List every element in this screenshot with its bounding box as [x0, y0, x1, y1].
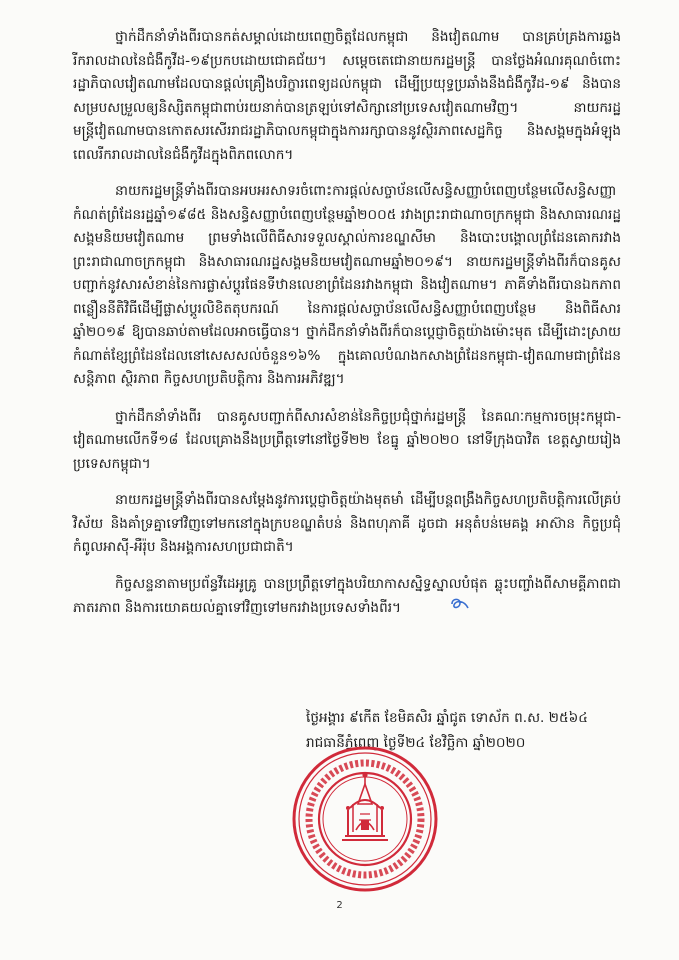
government-seal-icon: [290, 744, 440, 894]
lunar-date-line: ថ្ងៃអង្គារ ៩កើត ខែមិគសិរ ឆ្នាំជូត ទោស័ក ព.ស. ២៥៦៤: [306, 710, 588, 726]
paragraph-joint-commission: ថ្នាក់ដឹកនាំទាំងពីរ បានគូសបញ្ជាក់ពីសារសំខាន់នៃកិច្ចប្រជុំថ្នាក់រដ្ឋមន្ត្រី នៃគណៈកម្មការចម្រុះកម្ពុជា-វៀតណាមលើកទី១៨ ដែលគ្រោងនឹងប្រព្រឹត្តទៅនៅថ្ងៃទី២២ ខែធ្នូ ឆ្នាំ២០២០ នៅទីក្រុងបាវិត ខេត្តស្វាយរៀង ប្រទេសកម្ពុជា។: [73, 408, 621, 472]
page-number: 2: [336, 900, 343, 911]
paragraph-border-treaty: នាយករដ្ឋមន្ត្រីទាំងពីរបានអបអរសាទរចំពោះការផ្តល់សច្ចាប័នលើសន្ធិសញ្ញាបំពេញបន្ថែមលើសន្ធិសញ្ញាកំណត់ព្រំដែនរដ្ឋឆ្នាំ១៩៨៥ និងសន្ធិសញ្ញាបំពេញបន្ថែមឆ្នាំ២០០៥ រវាងព្រះរាជាណាចក្រកម្ពុជា និងសាធារណរដ្ឋសង្គមនិយមវៀតណាម ព្រមទាំងលើពិធីសារទទួលស្គាល់ការខណ្ឌសីមា និងបោះបង្គោលព្រំដែនគោករវាងព្រះរាជាណាចក្រកម្ពុជា និងសាធារណរដ្ឋសង្គមនិយមវៀតណាមឆ្នាំ២០១៩។ នាយករដ្ឋមន្ត្រីទាំងពីរក៏បានគូសបញ្ជាក់នូវសារសំខាន់នៃការផ្លាស់ប្តូរផែនទីឋានលេខាព្រំដែនរវាងកម្ពុជា និងវៀតណាម។ ភាគីទាំងពីរបានឯកភាពពន្លឿននីតិវិធីដើម្បីផ្លាស់ប្តូរលិខិតតុបករណ៍ នៃការផ្តល់សច្ចាប័នលើសន្ធិសញ្ញាបំពេញបន្ថែម និងពិធីសារឆ្នាំ២០១៩ ឱ្យបានឆាប់តាមដែលអាចធ្វើបាន។ ថ្នាក់ដឹកនាំទាំងពីរក៏បានប្តេជ្ញាចិត្តយ៉ាងម៉ោះមុត ដើម្បីដោះស្រាយកំណាត់ខ្សែព្រំដែនដែលនៅសេសសល់ចំនួន១៦% ក្នុងគោលបំណងកសាងព្រំដែនកម្ពុជា-វៀតណាមជាព្រំដែនសន្តិភាព ស្ថិរភាព កិច្ចសហប្រតិបត្តិការ និងការអភិវឌ្ឍ។: [73, 183, 621, 387]
paragraph-closing-text: កិច្ចសន្ទនាតាមប្រព័ន្ធវីដេអូគ្រូ បានប្រព្រឹត្តទៅក្នុងបរិយាកាសស្និទ្ធស្នាលបំផុត ឆ្លុះបញ្ចាំងពីសាមគ្គីភាពជាភាតរភាព និងការយោគយល់គ្នាទៅវិញទៅមករវាងប្រទេសទាំងពីរ។: [73, 575, 621, 616]
initial-mark-icon: [407, 596, 471, 620]
place-date-line: រាជធានីភ្នំពេញ ថ្ងៃទី២៤ ខែវិច្ឆិកា ឆ្នាំ២០២០: [306, 735, 526, 751]
paragraph-covid: ថ្នាក់ដឹកនាំទាំងពីរបានកត់សម្គាល់ដោយពេញចិត្តដែលកម្ពុជា និងវៀតណាម បានគ្រប់គ្រងការឆ្លងរីករាលដាលនៃជំងឺកូវីដ-១៩ប្រកបដោយជោគជ័យ។ សម្តេចតេជោនាយករដ្ឋមន្ត្រី បានថ្លែងអំណរគុណចំពោះរដ្ឋាភិបាលវៀតណាមដែលបានផ្តល់គ្រឿងបរិក្ខារពេទ្យដល់កម្ពុជា ដើម្បីប្រយុទ្ធប្រឆាំងនឹងជំងឺកូវីដ-១៩ និងបានសម្របសម្រួលឲ្យនិស្សិតកម្ពុជាពាប់រយនាក់បានត្រឡប់ទៅសិក្សានៅប្រទេសវៀតណាមវិញ។ នាយករដ្ឋមន្ត្រីវៀតណាមបានកោតសរសើររាជរដ្ឋាភិបាលកម្ពុជាក្នុងការរក្សាបាននូវស្ថិរភាពសេដ្ឋកិច្ច និងសង្គមក្នុងអំឡុងពេលរីករាលដាលនៃជំងឺកូវីដក្នុងពិភពលោក។: [73, 29, 621, 163]
paragraph-closing: [73, 573, 621, 621]
paragraph-cooperation: នាយករដ្ឋមន្ត្រីទាំងពីរបានសម្តែងនូវការប្តេជ្ញាចិត្តយ៉ាងមុតមាំ ដើម្បីបន្តពង្រឹងកិច្ចសហប្រតិបត្តិការលើគ្រប់វិស័យ និងគាំទ្រគ្នាទៅវិញទៅមកនៅក្នុងក្របខណ្ឌតំបន់ និងពហុភាគី ដូចជា អនុតំបន់មេគង្គ អាស៊ាន កិច្ចប្រជុំកំពូលអាស៊ី-អឺរ៉ុប និងអង្គការសហប្រជាជាតិ។: [73, 492, 621, 555]
document-body: [73, 26, 621, 633]
